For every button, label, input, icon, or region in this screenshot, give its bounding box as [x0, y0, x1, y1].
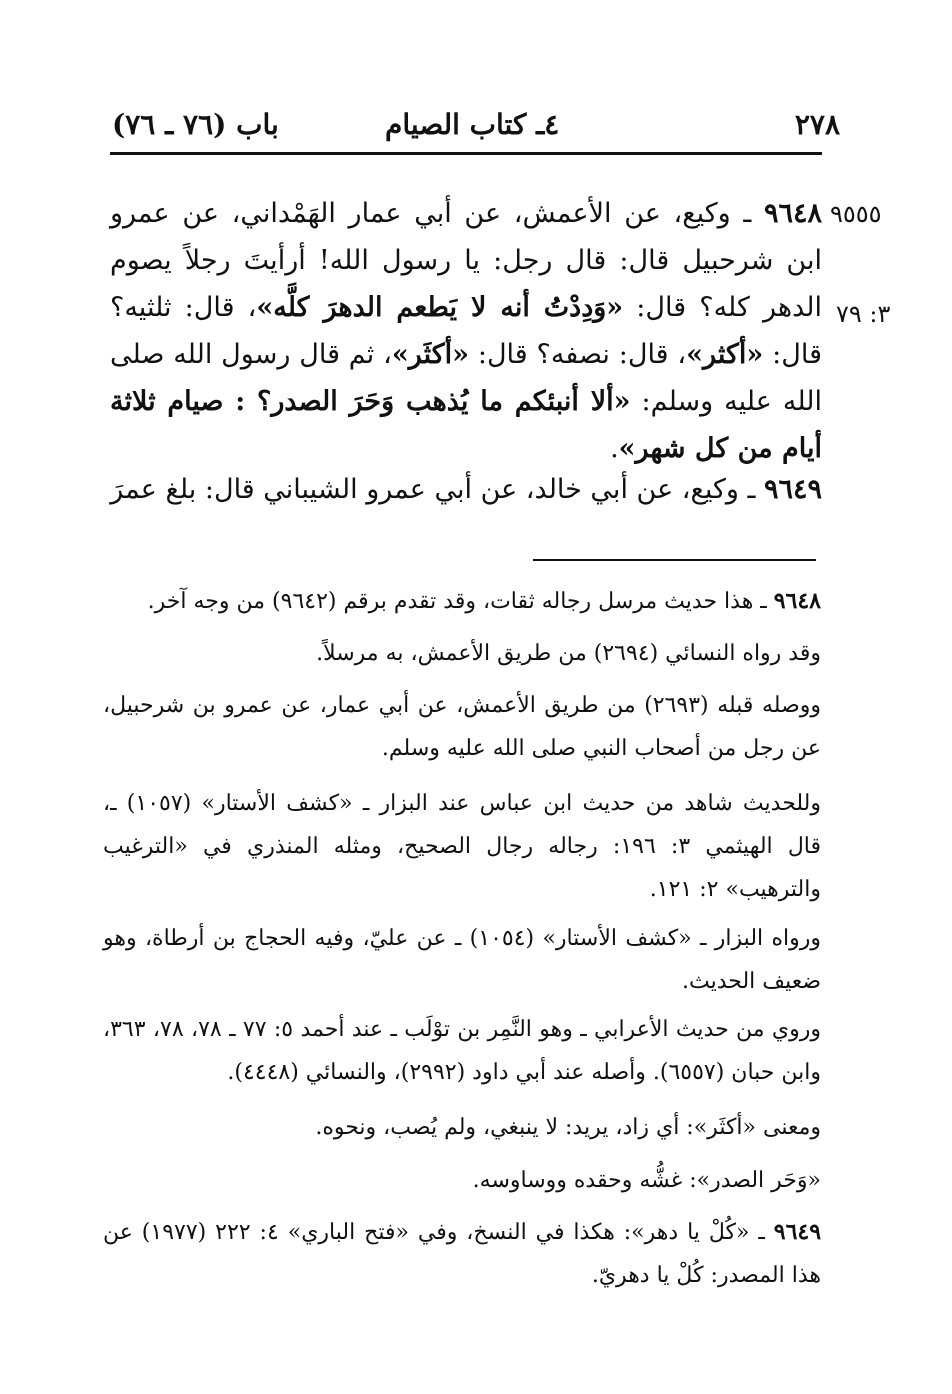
footnote-text: وقد رواه النسائي (٢٦٩٤) من طريق الأعمش، به مرسلاً. [316, 641, 821, 666]
footnote-rule [533, 559, 816, 561]
footnote-4 [103, 782, 821, 911]
footnote-1 [103, 580, 821, 623]
hadith-number: ٩٦٤٩ [763, 474, 822, 505]
chapter-heading: باب (٧٦ ـ ٧٦) [112, 108, 279, 141]
header-rule [110, 152, 822, 155]
page-number: ٢٧٨ [794, 108, 840, 141]
hadith-9649 [110, 466, 822, 513]
footnote-3 [103, 684, 821, 770]
footnote-7 [103, 1106, 821, 1149]
hadith-bold-3: «أكثَر» [391, 339, 469, 370]
footnote-number: ٩٦٤٨ [773, 588, 821, 614]
footnote-6 [103, 1008, 821, 1094]
footnote-text: وروي من حديث الأعرابي ـ وهو النَّمِر بن توْلَب ـ عند أحمد ٥: ٧٧ ـ ٧٨، ٧٨، ٣٦٣، وابن حبان (٦٥٥٧). وأصله عند أبي داود (٢٩٩٢)، والنسائي (٤٤٤٨). [103, 1017, 822, 1085]
hadith-9648 [110, 190, 822, 472]
book-title: ٤ـ كتاب الصيام [385, 108, 560, 141]
hadith-bold-4: «ألا أنبئكم ما يُذهب وَحَرَ الصدر؟ : صيام ثلاثة أيام من كل شهر» [110, 386, 822, 464]
hadith-text-3: ، قال: نصفه؟ قال: [477, 339, 687, 370]
hadith-text-2: ، قال: ثلثيه؟ قال: [110, 292, 822, 370]
hadith-end: . [610, 433, 619, 464]
footnote-9 [103, 1211, 821, 1297]
margin-ref-2: ٣: ٧٩ [836, 300, 891, 328]
margin-ref-1: ٩٥٥٥ [830, 200, 882, 228]
hadith-number: ٩٦٤٨ [763, 198, 822, 229]
footnote-text: «وَحَر الصدر»: غشُّه وحقده ووساوسه. [472, 1168, 821, 1193]
footnote-text: ورواه البزار ـ «كشف الأستار» (١٠٥٤) ـ عن عليّ، وفيه الحجاج بن أرطاة، وهو ضعيف الحديث. [103, 926, 821, 994]
footnote-5 [103, 917, 821, 1003]
footnote-text: وللحديث شاهد من حديث ابن عباس عند البزار ـ «كشف الأستار» (١٠٥٧) ـ، قال الهيثمي ٣: ١٩٦: رجاله رجال الصحيح، ومثله المنذري في «الترغيب والترهيب» ٢: ١٢١. [103, 791, 822, 902]
hadith-bold-1: «وَدِدْتُ أنه لا يَطعم الدهرَ كلَّه» [256, 292, 624, 323]
hadith-text-4: ، ثم قال رسول الله صلى الله عليه وسلم: [110, 339, 822, 417]
footnote-2 [103, 632, 821, 675]
footnote-text: ومعنى «أكثَر»: أي زاد، يريد: لا ينبغي، ولم يُصب، ونحوه. [315, 1115, 821, 1140]
footnote-text: ـ هذا حديث مرسل رجاله ثقات، وقد تقدم برقم (٩٦٤٢) من وجه آخر. [147, 589, 767, 614]
hadith-text: ـ وكيع، عن أبي خالد، عن أبي عمرو الشيباني قال: بلغ عمرَ [110, 474, 756, 505]
footnote-text: ووصله قبله (٢٦٩٣) من طريق الأعمش، عن أبي عمار، عن عمرو بن شرحبيل، عن رجل من أصحاب النبي صلى الله عليه وسلم. [103, 693, 821, 761]
hadith-bold-2: «أكثر» [686, 339, 764, 370]
footnote-8 [103, 1159, 821, 1202]
footnote-text: ـ «كُلْ يا دهر»: هكذا في النسخ، وفي «فتح الباري» ٤: ٢٢٢ (١٩٧٧) عن هذا المصدر: كُلْ يا دهريّ. [103, 1220, 821, 1288]
footnote-number: ٩٦٤٩ [773, 1219, 822, 1245]
hadith-text: ـ وكيع، عن الأعمش، عن أبي عمار الهَمْداني، عن عمرو ابن شرحبيل قال: قال رجل: يا رسول الله! أرأيتَ رجلاً يصوم الدهر كله؟ قال: [110, 198, 823, 323]
